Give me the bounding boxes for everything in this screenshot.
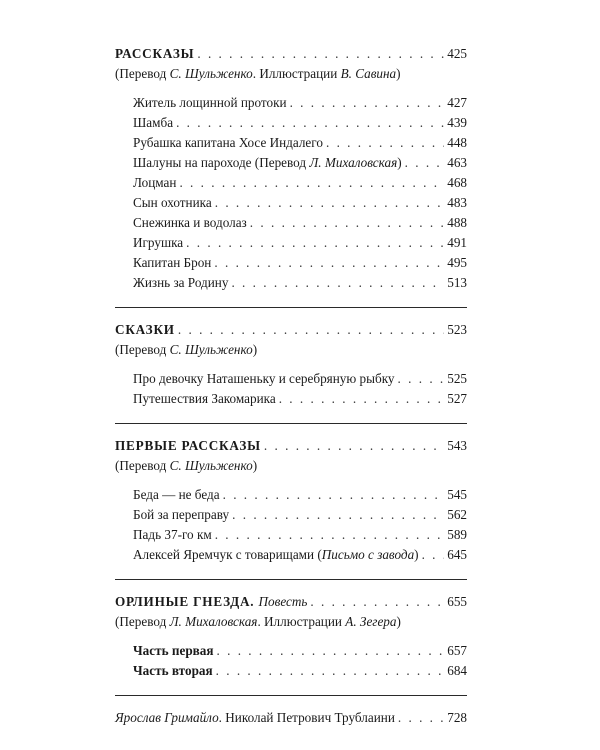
section-divider	[115, 579, 467, 580]
dot-leader	[217, 641, 445, 661]
dot-leader	[326, 133, 444, 153]
toc-item[interactable]	[133, 389, 467, 409]
section-title: РАССКАЗЫ	[115, 46, 195, 61]
toc-item[interactable]	[133, 153, 467, 173]
toc-part[interactable]	[133, 641, 467, 661]
item-title: Капитан Брон	[133, 255, 212, 270]
page-number: 657	[447, 643, 467, 658]
section-title	[115, 592, 307, 612]
page-number: 495	[447, 255, 467, 270]
translator-name: С. Шульженко	[169, 342, 253, 357]
item-title: Шалуны на пароходе (Перевод Л. Михаловская)	[133, 155, 402, 170]
item-title: Житель лощинной протоки	[133, 95, 287, 110]
toc-section-first-stories[interactable]	[115, 436, 467, 456]
page-number: 483	[447, 195, 467, 210]
table-of-contents	[115, 44, 467, 728]
toc-item[interactable]	[133, 173, 467, 193]
part-title: Часть первая	[133, 643, 214, 658]
dot-leader	[398, 708, 444, 728]
toc-item[interactable]	[133, 273, 467, 293]
author-name: Ярослав Гримайло	[115, 710, 219, 725]
item-title: Жизнь за Родину	[133, 275, 229, 290]
dot-leader	[232, 505, 444, 525]
credits-text: . Иллюстрации	[257, 614, 346, 629]
toc-item[interactable]	[133, 369, 467, 389]
toc-item[interactable]	[133, 545, 467, 565]
section-credits	[115, 456, 467, 475]
page-number: 684	[447, 663, 467, 678]
section-credits	[115, 64, 467, 83]
item-title: Падь 37-го км	[133, 527, 212, 542]
toc-item[interactable]	[133, 485, 467, 505]
item-title: Про девочку Наташеньку и серебряную рыбку	[133, 371, 395, 386]
page-number: 491	[447, 235, 467, 250]
dot-leader	[215, 193, 444, 213]
toc-part[interactable]	[133, 661, 467, 681]
toc-item[interactable]	[133, 505, 467, 525]
page-number: 488	[447, 215, 467, 230]
dot-leader	[264, 436, 444, 456]
translator-name: С. Шульженко	[169, 66, 253, 81]
dot-leader	[216, 661, 445, 681]
page-number: 425	[447, 46, 467, 61]
dot-leader	[279, 389, 445, 409]
credits-text: (Перевод	[115, 342, 170, 357]
dot-leader	[231, 273, 444, 293]
section-divider	[115, 423, 467, 424]
dot-leader	[215, 525, 445, 545]
dot-leader	[178, 320, 444, 340]
page-number: 525	[447, 371, 467, 386]
credits-text: (Перевод	[115, 614, 170, 629]
illustrator-name: А. Зегера	[345, 614, 397, 629]
toc-item[interactable]	[133, 113, 467, 133]
page-number: 645	[447, 547, 467, 562]
section-subtitle: Повесть	[258, 594, 308, 609]
page-number: 427	[447, 95, 467, 110]
page-number: 448	[447, 135, 467, 150]
translator-name: Л. Михаловская	[169, 614, 258, 629]
section-title: СКАЗКИ	[115, 322, 175, 337]
page-number: 562	[447, 507, 467, 522]
toc-item[interactable]	[133, 253, 467, 273]
toc-item[interactable]	[133, 213, 467, 233]
toc-item[interactable]	[133, 93, 467, 113]
section-divider	[115, 695, 467, 696]
afterword-title	[115, 708, 395, 728]
dot-leader	[197, 44, 444, 64]
credits-text: )	[252, 342, 258, 357]
dot-leader	[422, 545, 445, 565]
page-number: 463	[447, 155, 467, 170]
dot-leader	[398, 369, 445, 389]
dot-leader	[405, 153, 445, 173]
credits-text: )	[396, 614, 401, 629]
toc-section-stories[interactable]	[115, 44, 467, 64]
page-number: 589	[447, 527, 467, 542]
toc-item[interactable]	[133, 525, 467, 545]
dot-leader	[290, 93, 445, 113]
credits-text: . Иллюстрации	[252, 66, 341, 81]
item-title: Беда — не беда	[133, 487, 220, 502]
page-number: 523	[447, 322, 467, 337]
page-number: 728	[447, 710, 467, 725]
page-number: 545	[447, 487, 467, 502]
item-title: Алексей Яремчук с товарищами (Письмо с завода)	[133, 547, 419, 562]
toc-item[interactable]	[133, 193, 467, 213]
page-number: 655	[447, 594, 467, 609]
page-number: 543	[447, 438, 467, 453]
item-title: Рубашка капитана Хосе Индалего	[133, 135, 323, 150]
toc-item[interactable]	[133, 133, 467, 153]
page-number: 513	[447, 275, 467, 290]
dot-leader	[176, 113, 444, 133]
dot-leader	[310, 592, 444, 612]
toc-item[interactable]	[133, 233, 467, 253]
section-title-text: ОРЛИНЫЕ ГНЕЗДА.	[115, 594, 255, 609]
afterword-text: . Николай Петрович Трублаини	[218, 710, 395, 725]
subtitle-italic: Письмо с завода	[321, 547, 415, 562]
dot-leader	[186, 233, 444, 253]
toc-section-tales[interactable]	[115, 320, 467, 340]
credits-text: )	[252, 458, 258, 473]
dot-leader	[214, 253, 444, 273]
credits-text: (Перевод	[115, 66, 170, 81]
page-number: 468	[447, 175, 467, 190]
page-number: 439	[447, 115, 467, 130]
item-title: Путешествия Закомарика	[133, 391, 276, 406]
toc-section-eagles-nests[interactable]	[115, 592, 467, 612]
item-title: Шамба	[133, 115, 174, 130]
dot-leader	[223, 485, 445, 505]
translator-name: Л. Михаловская	[309, 155, 398, 170]
dot-leader	[250, 213, 444, 233]
translator-name: С. Шульженко	[169, 458, 253, 473]
part-title: Часть вторая	[133, 663, 213, 678]
item-title: Сын охотника	[133, 195, 212, 210]
illustrator-name: В. Савина	[340, 66, 397, 81]
item-title: Снежинка и водолаз	[133, 215, 247, 230]
item-title: Лоцман	[133, 175, 177, 190]
section-divider	[115, 307, 467, 308]
section-title: ПЕРВЫЕ РАССКАЗЫ	[115, 438, 261, 453]
section-credits	[115, 612, 467, 631]
section-credits	[115, 340, 467, 359]
item-title: Бой за переправу	[133, 507, 230, 522]
dot-leader	[179, 173, 444, 193]
credits-text: )	[396, 66, 401, 81]
item-title: Игрушка	[133, 235, 184, 250]
toc-afterword[interactable]	[115, 708, 467, 728]
credits-text: (Перевод	[115, 458, 170, 473]
page-number: 527	[447, 391, 467, 406]
